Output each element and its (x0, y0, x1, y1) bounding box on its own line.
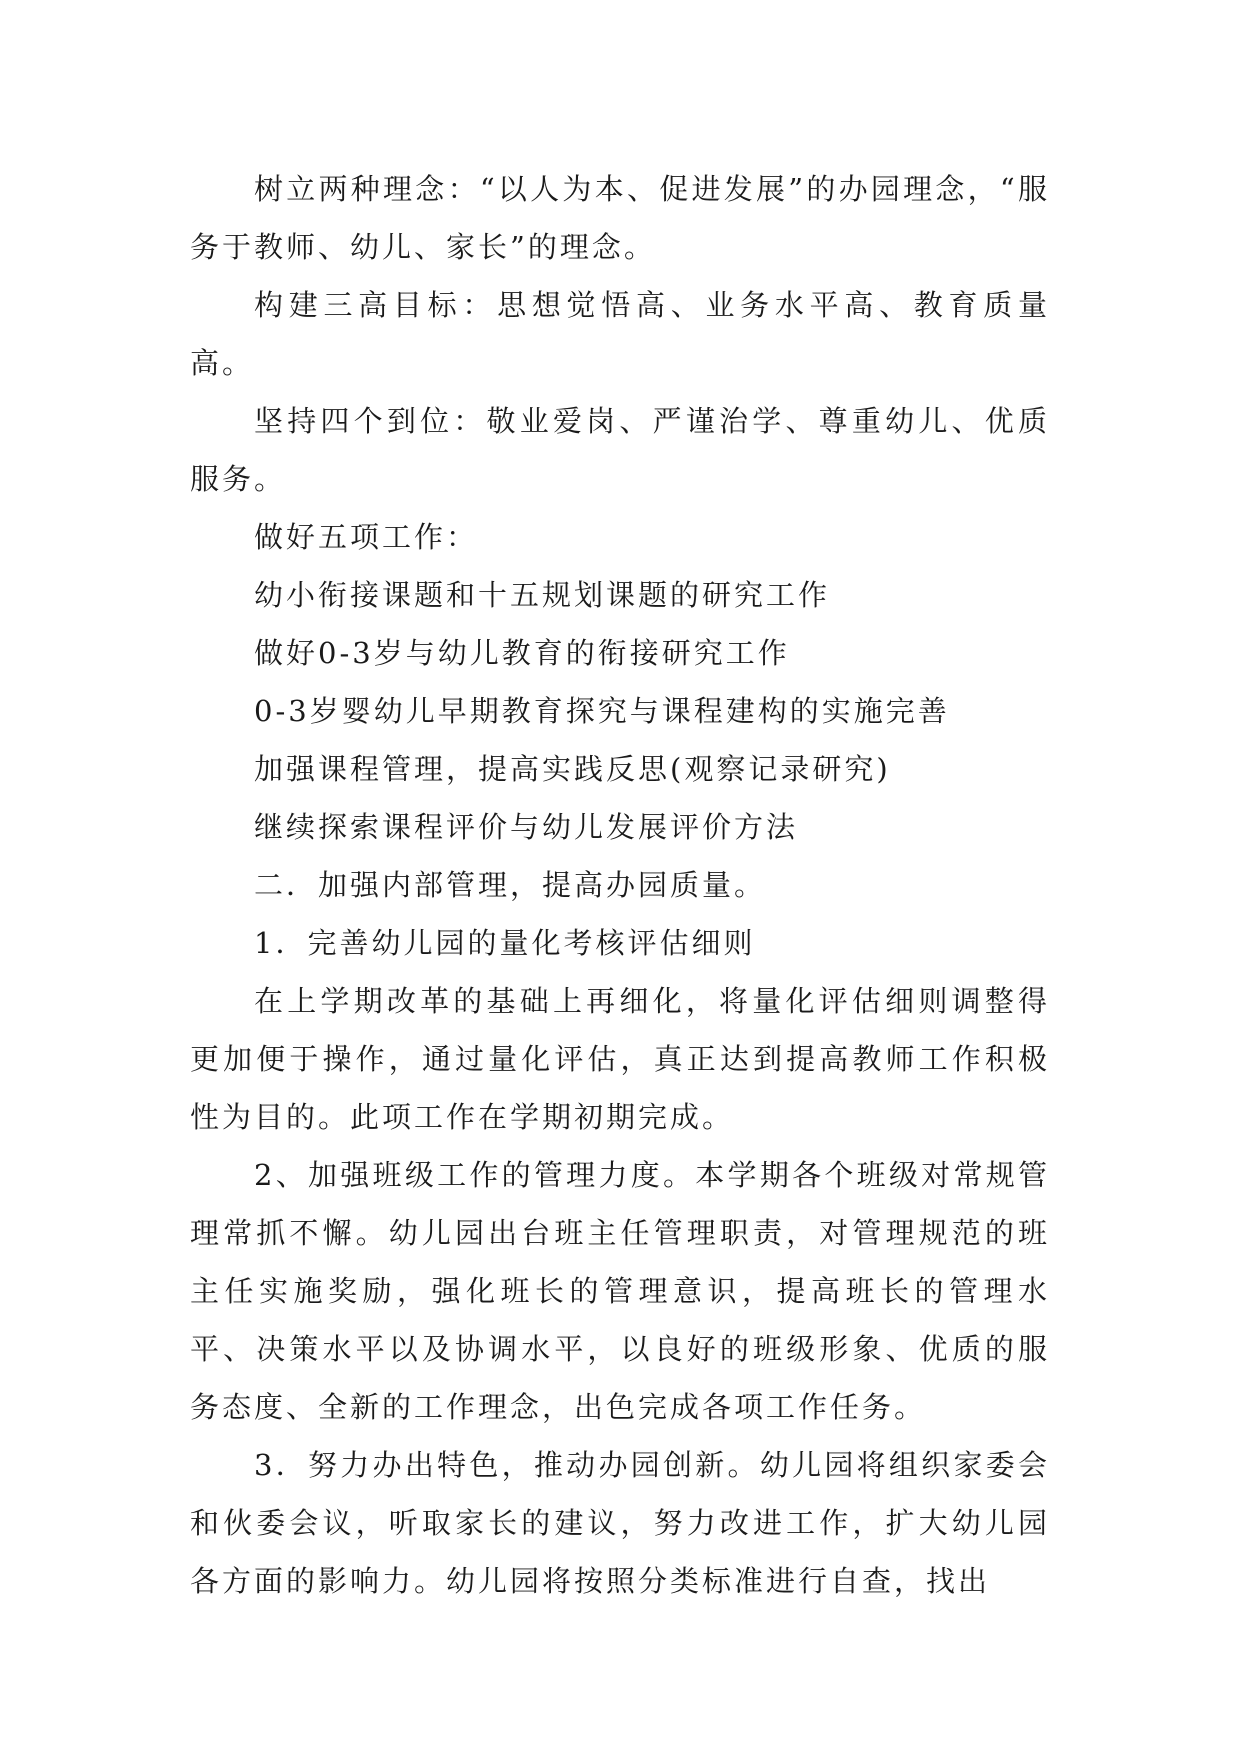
list-item-task-2: 做好0-3岁与幼儿教育的衔接研究工作 (254, 636, 790, 670)
paragraph-class-management: 2、加强班级工作的管理力度。本学期各个班级对常规管理常抓不懈。幼儿园出台班主任管理职责，对管理规范的班主任实施奖励，强化班长的管理意识，提高班长的管理水平、决策水平以及协调水平，以良好的班级形象、优质的服务态度、全新的工作理念，出色完成各项工作任务。 (190, 1158, 1050, 1424)
list-item-task-3: 0-3岁婴幼儿早期教育探究与课程建构的实施完善 (254, 694, 950, 728)
section-heading-internal-management: 二．加强内部管理，提高办园质量。 (254, 868, 767, 902)
paragraph-two-concepts: 树立两种理念：“以人为本、促进发展”的办园理念，“服务于教师、幼儿、家长”的理念。 (190, 172, 1050, 264)
paragraph-five-tasks-heading: 做好五项工作： (254, 520, 479, 554)
list-item-task-5: 继续探索课程评价与幼儿发展评价方法 (254, 810, 799, 844)
paragraph-innovation: 3．努力办出特色，推动办园创新。幼儿园将组织家委会和伙委会议，听取家长的建议，努力改进工作，扩大幼儿园各方面的影响力。幼儿园将按照分类标准进行自查，找出 (190, 1448, 1050, 1598)
paragraph-assessment-details: 在上学期改革的基础上再细化，将量化评估细则调整得更加便于操作，通过量化评估，真正达到提高教师工作积极性为目的。此项工作在学期初期完成。 (190, 984, 1050, 1134)
document-body (190, 160, 1050, 1610)
paragraph-four-principles: 坚持四个到位：敬业爱岗、严谨治学、尊重幼儿、优质服务。 (190, 404, 1050, 496)
list-item-task-1: 幼小衔接课题和十五规划课题的研究工作 (254, 578, 831, 612)
paragraph-three-goals: 构建三高目标：思想觉悟高、业务水平高、教育质量高。 (190, 288, 1050, 380)
subheading-assessment-rules: 1．完善幼儿园的量化考核评估细则 (254, 926, 756, 960)
list-item-task-4: 加强课程管理，提高实践反思(观察记录研究) (254, 752, 891, 786)
